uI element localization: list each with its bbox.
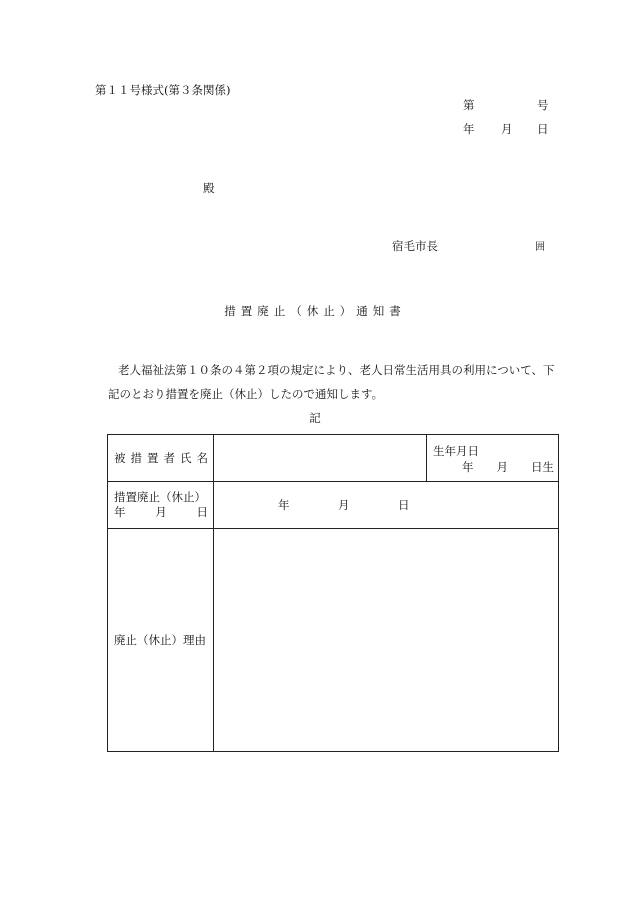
cancel-date-label-line1: 措置廃止（休止） [114,490,206,504]
date-month-label: 月 [501,122,513,136]
label-month: 月 [155,505,167,519]
cancel-date-label [108,482,214,529]
cancel-day: 日 [398,498,410,512]
cancel-date-label-line2 [114,505,208,520]
ki-heading: 記 [309,411,321,425]
seal-mark: 囲 [535,242,545,253]
body-line-2: 記のとおり措置を廃止（休止）したので通知します。 [108,387,384,401]
cancel-year: 年 [278,498,290,512]
date-year-label: 年 [463,122,475,136]
notice-table [107,434,559,752]
label-year: 年 [114,505,126,519]
body-line-1: 老人福祉法第１０条の４第２項の規定により、老人日常生活用具の利用について、下 [118,363,555,377]
cancel-month: 月 [338,498,350,512]
label-day: 日 [196,505,208,519]
name-field[interactable] [214,435,427,482]
cancel-date-field[interactable] [214,482,559,529]
number-suffix: 号 [537,98,549,112]
cancel-date-row [108,482,559,529]
document-title: 措置廃止（休止）通知書 [224,304,406,318]
addressee-suffix: 殿 [203,181,215,195]
reason-label: 廃止（休止）理由 [108,529,214,752]
birth-date: 年 月 日生 [462,460,554,474]
birth-cell[interactable] [427,435,559,482]
number-prefix: 第 [463,98,475,112]
reason-field[interactable] [214,529,559,752]
name-row [108,435,559,482]
issuer-title: 宿毛市長 [392,239,438,253]
date-day-label: 日 [537,122,549,136]
birth-label: 生年月日 [433,444,479,458]
reason-row [108,529,559,752]
name-label: 被措置者氏名 [108,435,214,482]
form-number: 第１１号様式(第３条関係) [95,83,231,97]
